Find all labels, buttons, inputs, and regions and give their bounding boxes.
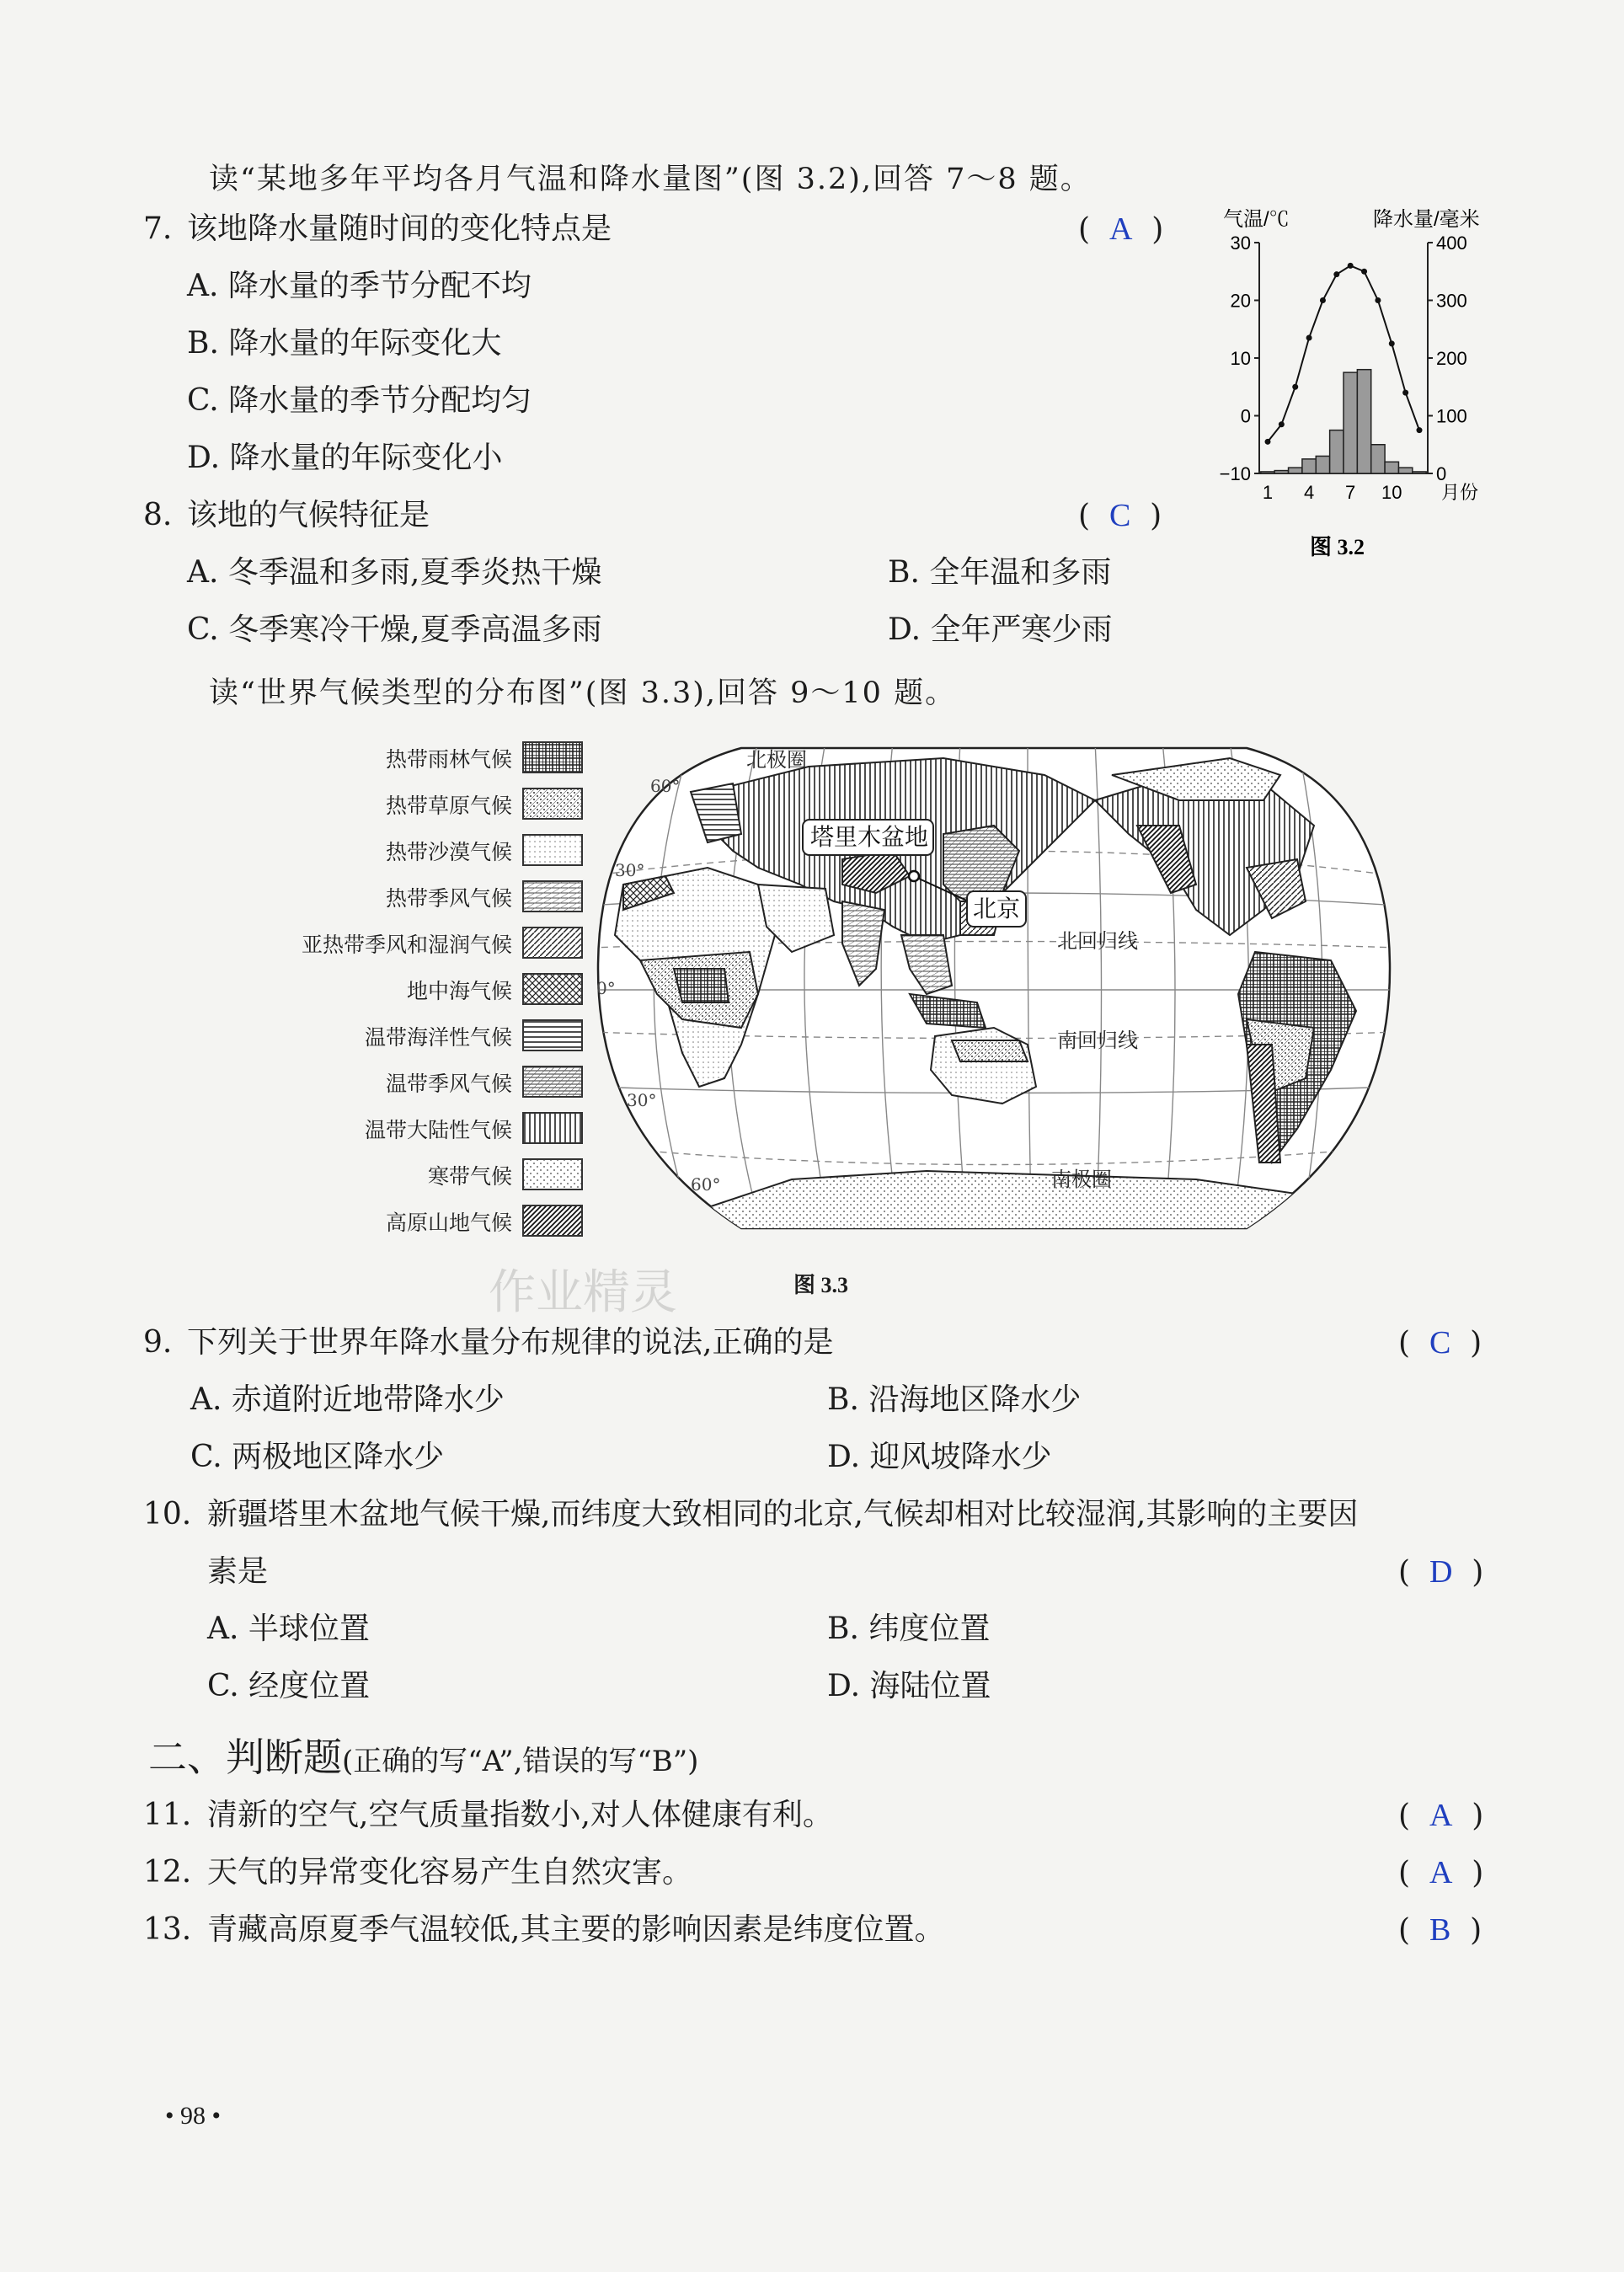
q11-answer-box: ( A ) bbox=[1398, 1798, 1484, 1833]
q8-option-b: B. 全年温和多雨 bbox=[888, 555, 1112, 590]
chart-right-tick-label: 0 bbox=[1436, 463, 1447, 484]
chart-precip-bar bbox=[1344, 372, 1357, 473]
q12-stem: 天气的异常变化容易产生自然灾害。 bbox=[207, 1855, 693, 1890]
q12-answer-box: ( A ) bbox=[1398, 1855, 1484, 1890]
q10-option-a: A. 半球位置 bbox=[207, 1612, 370, 1646]
q8-stem: 该地的气候特征是 bbox=[187, 498, 430, 532]
chart-precip-bar bbox=[1398, 468, 1412, 473]
q8-number: 8. bbox=[143, 498, 173, 532]
chart-temperature-point bbox=[1348, 263, 1354, 269]
chart-precip-bar bbox=[1289, 468, 1302, 473]
beijing-marker bbox=[909, 871, 919, 881]
q10-answer: D bbox=[1429, 1554, 1453, 1590]
chart-x-tick-label: 4 bbox=[1303, 482, 1315, 503]
q9-option-b: B. 沿海地区降水少 bbox=[827, 1382, 1082, 1417]
legend-label: 寒带气候 bbox=[427, 1164, 512, 1189]
q13-number: 13. bbox=[143, 1912, 192, 1947]
legend-swatch bbox=[522, 741, 583, 773]
q8-option-d: D. 全年严寒少雨 bbox=[888, 612, 1113, 647]
q11-number: 11. bbox=[143, 1798, 192, 1832]
label-arctic-circle: 北极圈 bbox=[746, 748, 807, 772]
q7-option-a: A. 降水量的季节分配不均 bbox=[187, 269, 532, 303]
chart-left-axis-label: 气温/℃ bbox=[1223, 208, 1290, 231]
label-lat-60s: 60° bbox=[691, 1174, 721, 1195]
q7-option-b: B. 降水量的年际变化大 bbox=[187, 326, 502, 361]
climate-chart bbox=[1205, 202, 1491, 573]
legend-swatch bbox=[522, 1158, 583, 1190]
chart-temperature-point bbox=[1279, 421, 1285, 427]
chart-precip-bar bbox=[1385, 462, 1398, 473]
q9-stem: 下列关于世界年降水量分布规律的说法,正确的是 bbox=[187, 1325, 834, 1360]
q12-number: 12. bbox=[143, 1855, 192, 1890]
chart-left-tick-label: −10 bbox=[1219, 463, 1251, 484]
q8-option-c: C. 冬季寒冷干燥,夏季高温多雨 bbox=[187, 612, 602, 647]
world-climate-map bbox=[590, 741, 1398, 1247]
q12-answer: A bbox=[1429, 1855, 1453, 1890]
chart-x-tick-label: 1 bbox=[1262, 482, 1274, 503]
chart-temperature-point bbox=[1306, 335, 1312, 341]
chart-right-tick-label: 300 bbox=[1436, 290, 1467, 312]
q9-answer: C bbox=[1429, 1325, 1451, 1361]
q9-option-a: A. 赤道附近地带降水少 bbox=[190, 1382, 505, 1417]
q9-number: 9. bbox=[143, 1325, 173, 1360]
intro-text-2: 读“世界气候类型的分布图”(图 3.3),回答 9～10 题。 bbox=[209, 676, 957, 710]
q7-option-c: C. 降水量的季节分配均匀 bbox=[187, 383, 532, 418]
chart-right-axis-label: 降水量/毫米 bbox=[1373, 208, 1480, 231]
chart-temperature-point bbox=[1333, 271, 1339, 277]
chart-x-axis-label: 月份 bbox=[1441, 482, 1479, 503]
q11-answer: A bbox=[1429, 1798, 1453, 1833]
section-2-heading bbox=[148, 1727, 698, 1783]
chart-x-tick-label: 10 bbox=[1381, 482, 1402, 503]
chart-temperature-point bbox=[1402, 390, 1408, 396]
label-antarctic-circle: 南极圈 bbox=[1051, 1168, 1112, 1191]
legend-label: 热带季风气候 bbox=[385, 886, 512, 911]
chart-left-tick-label: 20 bbox=[1230, 290, 1251, 312]
q7-answer: A bbox=[1108, 211, 1133, 247]
chart-temperature-point bbox=[1265, 439, 1271, 445]
chart-temperature-point bbox=[1389, 340, 1395, 346]
legend-label: 亚热带季风和湿润气候 bbox=[301, 933, 512, 957]
label-tarim-basin: 塔里木盆地 bbox=[810, 823, 929, 851]
legend-label: 热带雨林气候 bbox=[385, 747, 512, 772]
q13-stem: 青藏高原夏季气温较低,其主要的影响因素是纬度位置。 bbox=[207, 1912, 945, 1947]
chart-caption: 图 3.2 bbox=[1310, 535, 1365, 559]
q13-answer: B bbox=[1429, 1912, 1451, 1948]
chart-left-tick-label: 0 bbox=[1240, 405, 1251, 427]
chart-precip-bar bbox=[1316, 456, 1329, 473]
q9-option-c: C. 两极地区降水少 bbox=[190, 1440, 445, 1474]
q11-stem: 清新的空气,空气质量指数小,对人体健康有利。 bbox=[207, 1798, 833, 1832]
q9-option-d: D. 迎风坡降水少 bbox=[827, 1440, 1052, 1474]
label-beijing: 北京 bbox=[973, 895, 1021, 922]
legend-label: 温带季风气候 bbox=[385, 1072, 512, 1096]
legend-swatch bbox=[522, 973, 583, 1005]
label-lat-0: 0° bbox=[596, 978, 616, 998]
q9-answer-box: ( C ) bbox=[1398, 1325, 1482, 1361]
legend-swatch bbox=[522, 1112, 583, 1144]
legend-label: 热带沙漠气候 bbox=[385, 840, 512, 864]
legend-swatch bbox=[522, 834, 583, 866]
q10-stem-cont: 素是 bbox=[207, 1554, 269, 1589]
label-lat-60n: 60° bbox=[650, 776, 681, 796]
chart-right-tick-label: 200 bbox=[1436, 348, 1467, 369]
legend-swatch bbox=[522, 880, 583, 912]
section-2-title: 二、判断题 bbox=[148, 1735, 342, 1780]
q10-option-d: D. 海陆位置 bbox=[827, 1669, 991, 1703]
q10-stem: 新疆塔里木盆地气候干燥,而纬度大致相同的北京,气候却相对比较湿润,其影响的主要因 bbox=[207, 1497, 1359, 1532]
chart-precip-bar bbox=[1302, 459, 1316, 473]
chart-precip-bar bbox=[1274, 471, 1288, 473]
q10-number: 10. bbox=[143, 1497, 192, 1532]
q8-answer-box: ( C ) bbox=[1078, 498, 1162, 533]
q7-stem: 该地降水量随时间的变化特点是 bbox=[187, 211, 612, 246]
label-lat-30s: 30° bbox=[627, 1090, 657, 1110]
chart-left-tick-label: 10 bbox=[1230, 348, 1251, 369]
legend-swatch bbox=[522, 927, 583, 959]
intro-text-1: 读“某地多年平均各月气温和降水量图”(图 3.2),回答 7～8 题。 bbox=[209, 163, 1092, 196]
legend-label: 地中海气候 bbox=[406, 979, 512, 1003]
legend-label: 热带草原气候 bbox=[385, 794, 512, 818]
chart-right-tick-label: 100 bbox=[1436, 405, 1467, 427]
q10-answer-box: ( D ) bbox=[1398, 1554, 1484, 1590]
label-tropic-capricorn: 南回归线 bbox=[1057, 1029, 1138, 1052]
q8-answer: C bbox=[1108, 498, 1131, 533]
q10-option-b: B. 纬度位置 bbox=[827, 1612, 991, 1646]
map-caption: 图 3.3 bbox=[793, 1273, 849, 1297]
chart-precip-bar bbox=[1330, 430, 1344, 473]
q10-option-c: C. 经度位置 bbox=[207, 1669, 371, 1703]
legend-swatch bbox=[522, 788, 583, 820]
legend-swatch bbox=[522, 1205, 583, 1237]
chart-precip-bar bbox=[1413, 472, 1426, 473]
legend-swatch bbox=[522, 1019, 583, 1051]
chart-precip-bar bbox=[1261, 472, 1274, 473]
label-lat-30n: 30° bbox=[615, 860, 645, 880]
chart-temperature-point bbox=[1292, 384, 1298, 390]
chart-precip-bar bbox=[1371, 445, 1385, 473]
legend-label: 温带大陆性气候 bbox=[364, 1118, 512, 1142]
legend-swatch bbox=[522, 1066, 583, 1098]
chart-precip-bar bbox=[1357, 370, 1370, 473]
chart-right-tick-label: 400 bbox=[1436, 233, 1467, 254]
chart-temperature-point bbox=[1375, 297, 1381, 303]
q7-answer-box: ( A ) bbox=[1078, 211, 1164, 247]
page-number: • 98 • bbox=[165, 2102, 222, 2130]
q7-number: 7. bbox=[143, 211, 173, 246]
chart-temperature-point bbox=[1361, 269, 1367, 275]
q8-option-a: A. 冬季温和多雨,夏季炎热干燥 bbox=[187, 555, 602, 590]
watermark: 作业精灵 bbox=[489, 1265, 677, 1320]
chart-left-tick-label: 30 bbox=[1230, 233, 1251, 254]
legend-label: 温带海洋性气候 bbox=[364, 1025, 512, 1050]
chart-x-tick-label: 7 bbox=[1345, 482, 1356, 503]
chart-temperature-point bbox=[1320, 297, 1326, 303]
label-tropic-cancer: 北回归线 bbox=[1057, 929, 1138, 953]
q13-answer-box: ( B ) bbox=[1398, 1912, 1482, 1948]
q7-option-d: D. 降水量的年际变化小 bbox=[187, 441, 503, 475]
chart-temperature-point bbox=[1417, 427, 1423, 433]
legend-label: 高原山地气候 bbox=[385, 1211, 512, 1235]
section-2-note: (正确的写“A”,错误的写“B”) bbox=[342, 1745, 699, 1778]
